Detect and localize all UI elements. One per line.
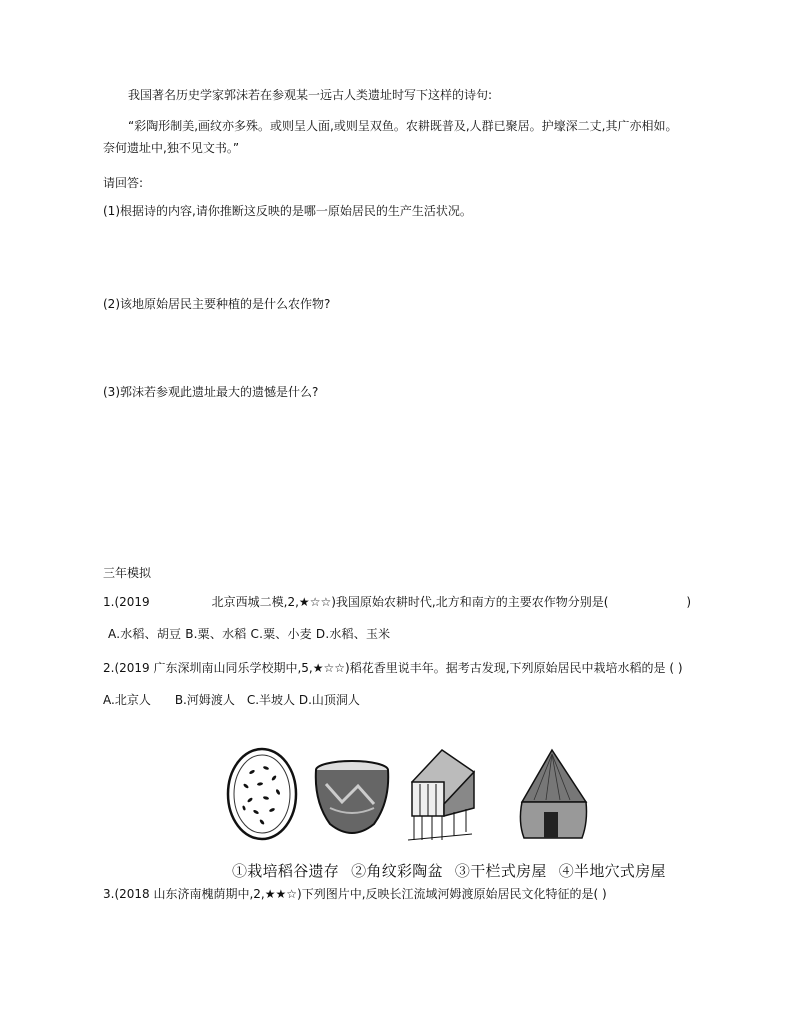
question-3: (3)郭沫若参观此遗址最大的遗憾是什么? bbox=[103, 385, 319, 399]
mcq-2-stem: 2.(2019 广东深圳南山同乐学校期中,5,★☆☆)稻花香里说丰年。据考古发现,下列原始居民中栽培水稻的是 ( ) bbox=[103, 661, 683, 675]
caption-semi-subterranean-house: ④半地穴式房屋 bbox=[558, 862, 666, 880]
passage-quote-line2: 奈何遗址中,独不见文书。” bbox=[103, 141, 240, 155]
artifact-figure bbox=[222, 742, 612, 877]
semi-subterranean-house-image bbox=[520, 750, 586, 838]
mcq-1-options: A.水稻、胡豆 B.粟、水稻 C.粟、小麦 D.水稻、玉米 bbox=[108, 627, 391, 641]
caption-rice: ①栽培稻谷遗存 bbox=[232, 862, 340, 880]
caption-stilt-house: ③干栏式房屋 bbox=[454, 862, 547, 880]
caption-pottery: ②角纹彩陶盆 bbox=[351, 862, 443, 880]
mcq-1-stem-part-b: 北京西城二模,2,★☆☆)我国原始农耕时代,北方和南方的主要农作物分别是( bbox=[211, 595, 609, 609]
mcq-1-stem-part-c: ) bbox=[686, 595, 692, 609]
question-1: (1)根据诗的内容,请你推断这反映的是哪一原始居民的生产生活状况。 bbox=[103, 204, 472, 218]
rice-remains-image bbox=[228, 749, 296, 839]
section-title: 三年模拟 bbox=[103, 566, 152, 580]
passage-ask: 请回答: bbox=[103, 176, 144, 190]
painted-pottery-image bbox=[316, 761, 388, 833]
figure-captions bbox=[232, 860, 678, 881]
mcq-1-stem bbox=[103, 594, 691, 610]
mcq-1-stem-part-a: 1.(2019 bbox=[103, 595, 150, 609]
mcq-3-stem: 3.(2018 山东济南槐荫期中,2,★★☆)下列图片中,反映长江流域河姆渡原始居民文化特征的是( ) bbox=[103, 887, 607, 901]
question-2: (2)该地原始居民主要种植的是什么农作物? bbox=[103, 297, 331, 311]
mcq-2-options: A.北京人 B.河姆渡人 C.半坡人 D.山顶洞人 bbox=[103, 693, 360, 707]
passage-quote-line1: “彩陶形制美,画纹亦多殊。或则呈人面,或则呈双鱼。农耕既普及,人群已聚居。护壕深二丈,其广亦相如。 bbox=[128, 119, 678, 133]
passage-intro: 我国著名历史学家郭沫若在参观某一远古人类遗址时写下这样的诗句: bbox=[128, 88, 493, 102]
stilt-house-image bbox=[408, 750, 474, 840]
